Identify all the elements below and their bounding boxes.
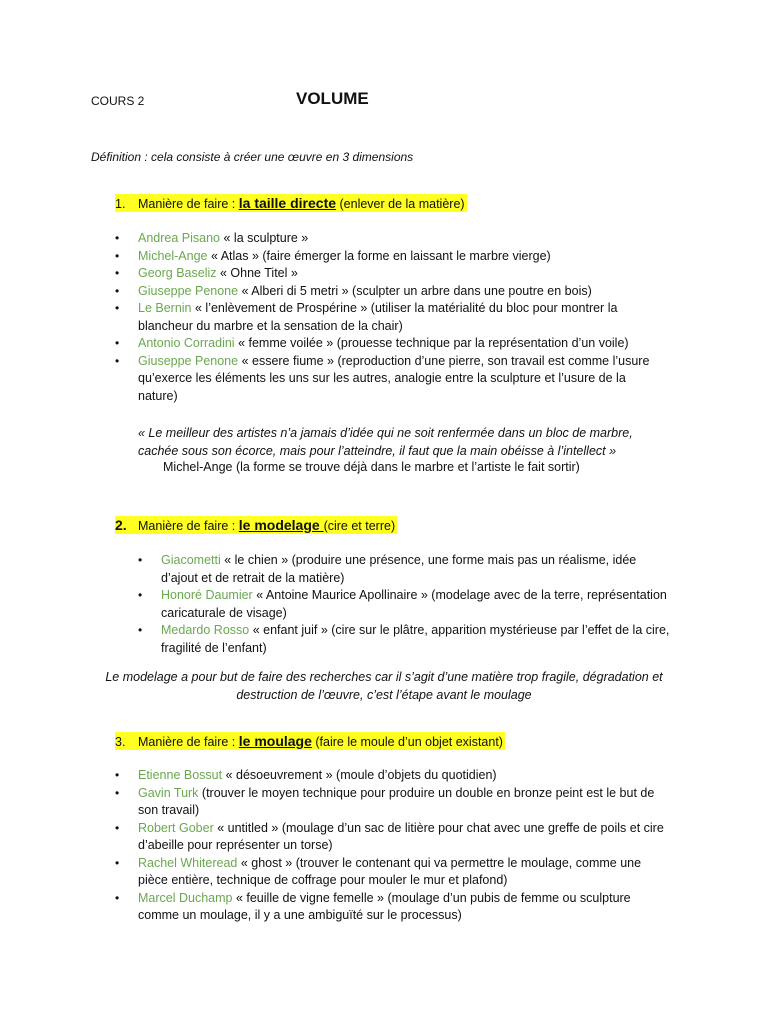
michelangelo-quote: « Le meilleur des artistes n’a jamais d’idée qui ne soit renfermée dans un bloc de marbre, cachée sous son écorce, mais pour l’atteindre, il faut que la main obéisse à l’intellect » [138, 426, 633, 458]
section-3-keyword: le moulage [238, 733, 312, 749]
artwork-description: « essere fiume » (reproduction d’une pierre, son travail est comme l’usure qu’exerce les éléments les uns sur les autres, analogie entre la sculpture et l’usure de la nature) [138, 353, 650, 403]
artwork-description: « la sculpture » [220, 231, 309, 245]
modelage-note: Le modelage a pour but de faire des recherches car il s’agit d’une matière trop fragile, dégradation et destruction de l’œuvre, c’est l’étape avant le moulage [105, 670, 663, 702]
section-1-suffix: (enlever de la matière) [336, 197, 465, 211]
bullet-icon: • [115, 855, 120, 870]
page-title: VOLUME [296, 89, 369, 108]
list-item [115, 265, 668, 283]
list-item [115, 890, 668, 925]
course-label: COURS 2 [91, 94, 145, 108]
artwork-description: « Atlas » (faire émerger la forme en laissant le marbre vierge) [207, 248, 551, 263]
list-item [115, 335, 668, 353]
bullet-icon: • [138, 588, 143, 602]
artist-name: Giuseppe Penone [138, 353, 239, 368]
artwork-description: « feuille de vigne femelle » (moulage d’un pubis de femme ou sculpture comme un moulage, il y a une ambiguïté sur le processus) [138, 890, 631, 922]
section-1-heading [115, 194, 467, 212]
artwork-description: « le chien » (produire une présence, une forme mais pas un réalisme, idée d’ajout et de retrait de la matière) [161, 553, 637, 585]
list-item [115, 283, 668, 301]
list-item [115, 767, 668, 785]
bullet-icon: • [115, 820, 120, 835]
bullet-icon: • [115, 336, 120, 350]
bullet-icon: • [138, 553, 143, 567]
section-3-number: 3. [115, 735, 126, 749]
artist-name: Robert Gober [138, 820, 214, 835]
artist-name: Honoré Daumier [161, 588, 253, 602]
artwork-description: « Ohne Titel » [216, 266, 298, 280]
section-3-heading [115, 732, 505, 750]
section-2-prefix: Manière de faire : [138, 519, 239, 533]
list-item [138, 587, 676, 622]
list-item [115, 248, 668, 266]
list-item [115, 230, 668, 248]
artwork-description: « désoeuvrement » (moule d’objets du quotidien) [222, 768, 497, 782]
list-item [138, 622, 676, 657]
bullet-icon: • [115, 768, 120, 782]
section-3-prefix: Manière de faire : [138, 735, 239, 749]
section-1-prefix: Manière de faire : [138, 197, 239, 211]
artist-name: Antonio Corradini [138, 336, 235, 350]
artwork-description: « Antoine Maurice Apollinaire » (modelage avec de la terre, représentation caricaturale de visage) [161, 588, 667, 620]
list-item [115, 300, 668, 335]
section-1-keyword: la taille directe [238, 195, 337, 211]
bullet-icon: • [115, 785, 120, 800]
artist-name: Giuseppe Penone [138, 283, 239, 298]
section-1-number: 1. [115, 197, 126, 211]
quote-attribution: Michel-Ange (la forme se trouve déjà dans le marbre et l’artiste le fait sortir) [163, 460, 580, 474]
artwork-description: « untitled » (moulage d’un sac de litière pour chat avec une greffe de poils et cire d’abeille pour représenter un torse) [138, 820, 664, 852]
bullet-icon: • [115, 301, 120, 315]
section-1-list [115, 230, 668, 405]
artist-name: Michel-Ange [138, 248, 208, 263]
bullet-icon: • [115, 248, 120, 263]
artist-name: Giacometti [161, 553, 221, 567]
artist-name: Le Bernin [138, 301, 192, 315]
artist-name: Gavin Turk [138, 785, 199, 800]
artist-name: Medardo Rosso [161, 623, 250, 637]
bullet-icon: • [115, 890, 120, 905]
list-item [115, 353, 668, 406]
section-2-keyword: le modelage [238, 517, 324, 533]
artwork-description: « ghost » (trouver le contenant qui va permettre le moulage, comme une pièce entière, technique de coffrage pour mouler le mur et plafond) [138, 855, 642, 887]
artist-name: Etienne Bossut [138, 768, 223, 782]
definition-text: Définition : cela consiste à créer une œuvre en 3 dimensions [91, 150, 414, 164]
artwork-description: « enfant juif » (cire sur le plâtre, apparition mystérieuse par l’effet de la cire, fragilité de l’enfant) [161, 623, 670, 655]
section-2-list [138, 552, 676, 657]
bullet-icon: • [115, 231, 120, 245]
artwork-description: « l’enlèvement de Prospérine » (utiliser la matérialité du bloc pour montrer la blancheur du marbre et la sensation de la chair) [138, 301, 618, 333]
artwork-description: « Alberi di 5 metri » (sculpter un arbre dans une poutre en bois) [238, 283, 592, 298]
list-item [138, 552, 676, 587]
artwork-description: (trouver le moyen technique pour produire un double en bronze peint est le but de son travail) [138, 785, 655, 817]
list-item [115, 785, 668, 820]
section-2-heading [115, 516, 397, 534]
bullet-icon: • [115, 266, 120, 280]
bullet-icon: • [115, 283, 120, 298]
section-3-list [115, 767, 668, 925]
bullet-icon: • [115, 353, 120, 368]
section-3-suffix: (faire le moule d’un objet existant) [311, 735, 503, 749]
artist-name: Andrea Pisano [138, 231, 221, 245]
section-2-suffix: (cire et terre) [323, 519, 396, 533]
artist-name: Rachel Whiteread [138, 855, 238, 870]
artist-name: Georg Baseliz [138, 266, 217, 280]
bullet-icon: • [138, 623, 143, 637]
section-2-number: 2. [115, 517, 127, 533]
artwork-description: « femme voilée » (prouesse technique par la représentation d’un voile) [234, 336, 629, 350]
artist-name: Marcel Duchamp [138, 890, 233, 905]
list-item [115, 820, 668, 855]
list-item [115, 855, 668, 890]
